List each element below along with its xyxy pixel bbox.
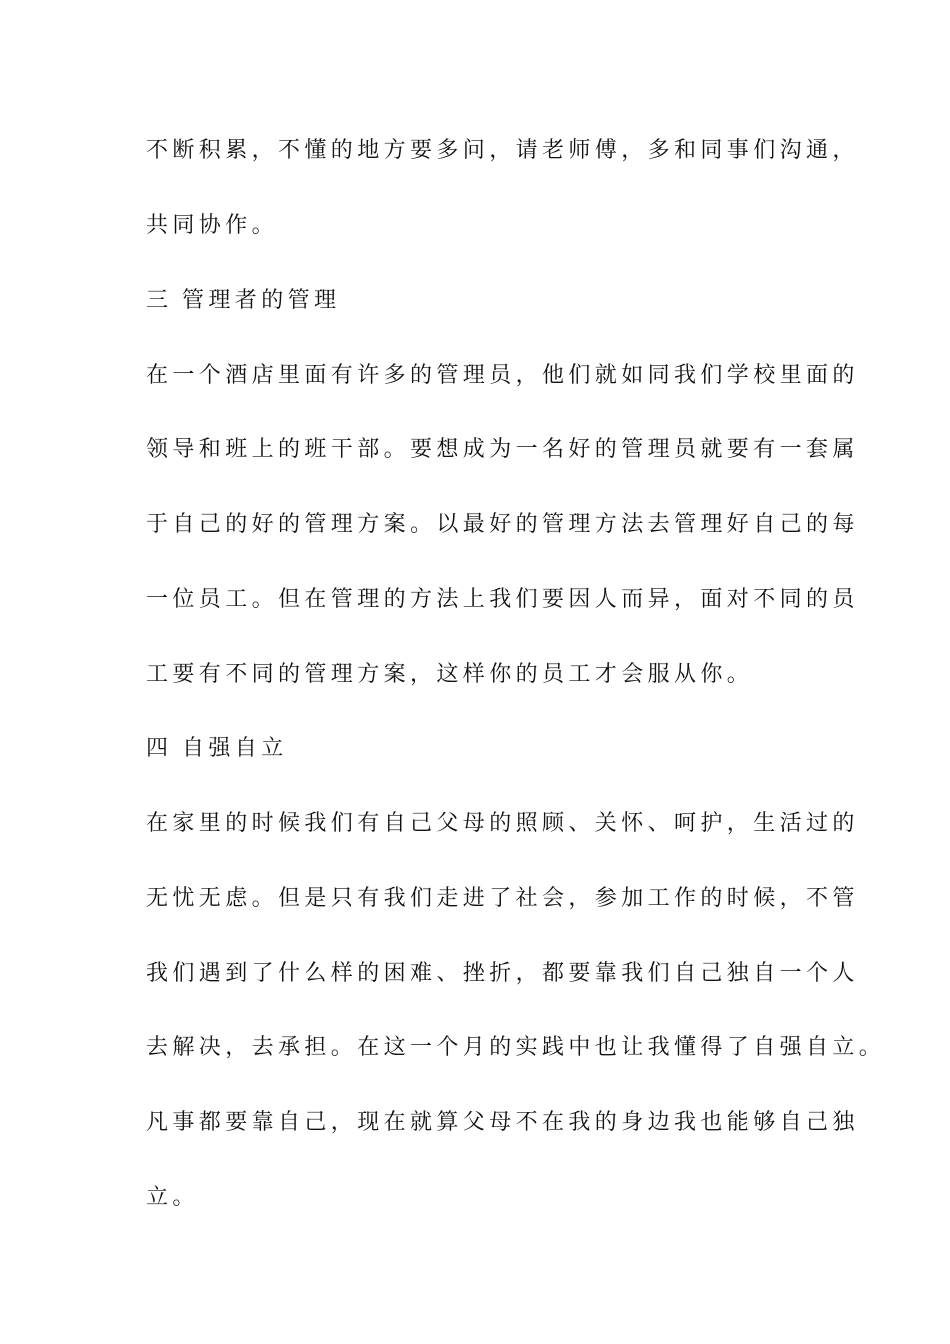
body-text-line: 工要有不同的管理方案，这样你的员工才会服从你。 (146, 662, 754, 687)
body-text-line: 我们遇到了什么样的困难、挫折，都要靠我们自己独自一个人 (146, 961, 859, 986)
body-text-line: 一位员工。但在管理的方法上我们要因人而异，面对不同的员 (146, 587, 859, 612)
body-text-line: 在家里的时候我们有自己父母的照顾、关怀、呵护，生活过的 (146, 811, 859, 836)
section-title: 自强自立 (182, 736, 288, 761)
body-text-line: 不断积累，不懂的地方要多问，请老师傅，多和同事们沟通， (146, 138, 859, 163)
body-text-line: 去解决，去承担。在这一个月的实践中也让我懂得了自强自立。 (146, 1035, 886, 1060)
body-text-line: 领导和班上的班干部。要想成为一名好的管理员就要有一套属 (146, 437, 859, 462)
body-text-line: 共同协作。 (146, 213, 279, 238)
section-heading-self-reliance (146, 734, 846, 764)
section-title: 管理者的管理 (182, 288, 341, 313)
body-text-line: 在一个酒店里面有许多的管理员，他们就如同我们学校里面的 (146, 363, 859, 388)
body-text-line: 无忧无虑。但是只有我们走进了社会，参加工作的时候，不管 (146, 886, 859, 911)
section-heading-management (146, 286, 846, 316)
section-number: 三 (146, 288, 173, 313)
body-text-line: 凡事都要靠自己，现在就算父母不在我的身边我也能够自己独 (146, 1110, 859, 1135)
body-text-line: 立。 (146, 1185, 199, 1210)
section-number: 四 (146, 736, 173, 761)
body-text-line: 于自己的好的管理方案。以最好的管理方法去管理好自己的每 (146, 512, 859, 537)
